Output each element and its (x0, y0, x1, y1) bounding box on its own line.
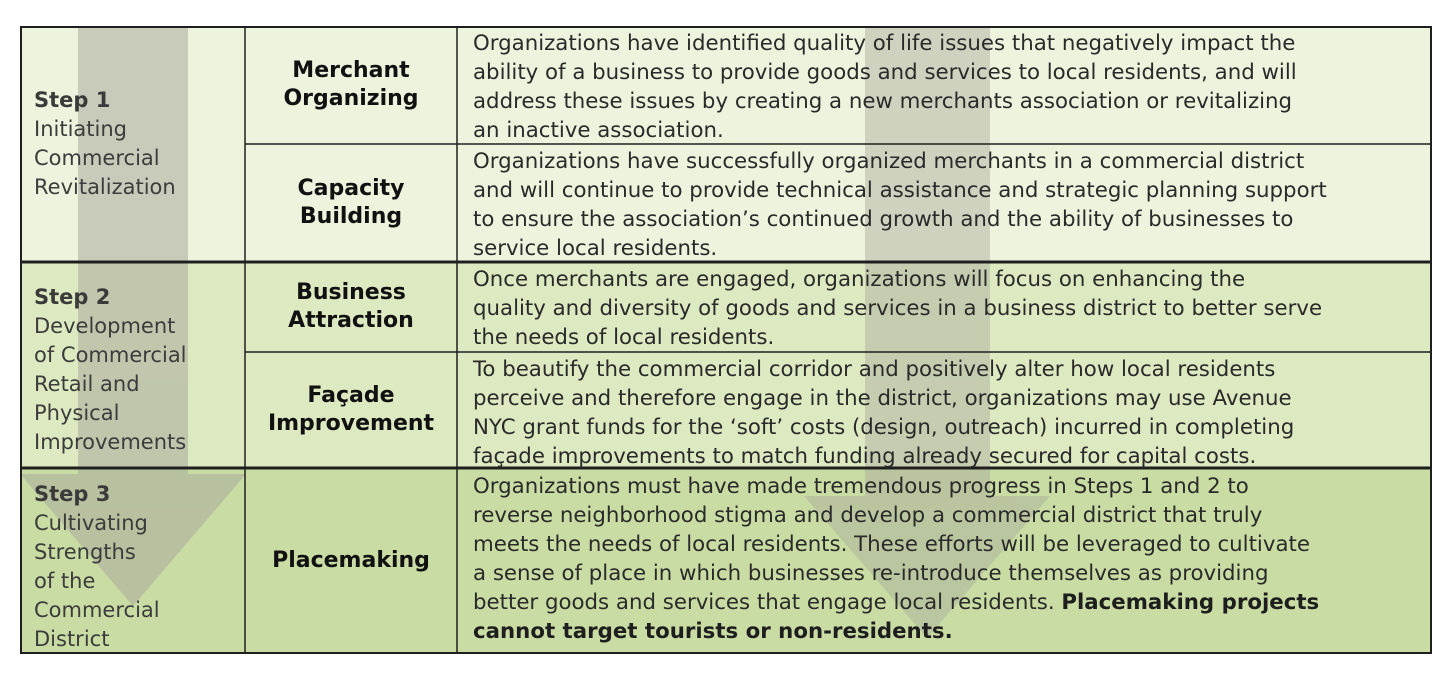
description-line: better goods and services that engage local residents. (473, 590, 1062, 615)
step-2-name-line: Improvements (34, 430, 187, 454)
description-line: a sense of place in which businesses re-introduce themselves as providing (473, 561, 1269, 586)
step-1-name-line: Revitalization (34, 175, 176, 199)
description-business-attraction (457, 262, 1432, 352)
revitalization-steps-table (20, 26, 1432, 654)
description-placemaking (457, 468, 1432, 654)
description-merchant-organizing (457, 26, 1432, 144)
description-line: the needs of local residents. (473, 325, 775, 350)
step-2-cell (20, 262, 245, 468)
stage-label-line: Façade (307, 383, 395, 408)
step-1-cell (20, 26, 245, 262)
step-2-name-line: of Commercial (34, 343, 187, 367)
stage-facade-improvement (245, 352, 457, 468)
stage-placemaking (245, 468, 457, 654)
description-line: quality and diversity of goods and services in a business district to better serve (473, 296, 1323, 321)
stage-label-line: Improvement (267, 411, 435, 436)
description-line: reverse neighborhood stigma and develop a commercial district that truly (473, 503, 1263, 528)
description-line: address these issues by creating a new merchants association or revitalizing (473, 89, 1293, 114)
step-1-label: Step 1 (34, 88, 111, 112)
description-capacity-building (457, 144, 1432, 262)
description-line: to ensure the association’s continued growth and the ability of businesses to (473, 207, 1294, 232)
stage-label-line: Building (299, 204, 403, 229)
stage-capacity-building (245, 144, 457, 262)
step-2-label: Step 2 (34, 285, 111, 309)
description-line: façade improvements to match funding already secured for capital costs. (473, 444, 1257, 469)
description-line: perceive and therefore engage in the district, organizations may use Avenue (473, 386, 1292, 411)
step-2-name-line: Physical (34, 401, 120, 425)
description-line: and will continue to provide technical assistance and strategic planning support (473, 178, 1327, 203)
step-1-name-line: Initiating (34, 117, 127, 141)
stage-label-line: Business (296, 280, 406, 305)
step-3-name-line: District (34, 627, 110, 651)
description-line: service local residents. (473, 236, 718, 261)
step-3-cell (20, 468, 245, 654)
description-line: an inactive association. (473, 118, 724, 143)
step-2-name-line: Retail and (34, 372, 140, 396)
stage-label-line: Attraction (288, 308, 414, 333)
description-line: NYC grant funds for the ‘soft’ costs (design, outreach) incurred in completing (473, 415, 1295, 440)
step-1-name-line: Commercial (34, 146, 160, 170)
description-line: Once merchants are engaged, organizations will focus on enhancing the (473, 267, 1246, 292)
description-line: Organizations have identified quality of life issues that negatively impact the (473, 31, 1296, 56)
description-facade-improvement (457, 352, 1432, 468)
stage-label-line: Placemaking (272, 548, 430, 573)
step-3-name-line: of the (34, 569, 96, 593)
description-line: Organizations must have made tremendous progress in Steps 1 and 2 to (473, 474, 1249, 499)
step-3-name-line: Cultivating (34, 511, 148, 535)
description-line: ability of a business to provide goods and services to local residents, and will (473, 60, 1297, 85)
stage-label-line: Merchant (292, 58, 410, 83)
description-line: Organizations have successfully organized merchants in a commercial district (473, 149, 1305, 174)
step-3-label: Step 3 (34, 482, 111, 506)
step-2-name-line: Development (34, 314, 176, 338)
description-bold-text: Placemaking projects (1061, 590, 1320, 615)
step-3-name-line: Commercial (34, 598, 160, 622)
stage-label-line: Capacity (297, 176, 405, 201)
description-line: To beautify the commercial corridor and positively alter how local residents (473, 357, 1276, 382)
stage-label-line: Organizing (283, 86, 419, 111)
description-bold-text: cannot target tourists or non-residents. (473, 619, 953, 644)
description-line: meets the needs of local residents. These efforts will be leveraged to cultivate (473, 532, 1310, 557)
step-3-name-line: Strengths (34, 540, 136, 564)
stage-merchant-organizing (245, 26, 457, 144)
stage-business-attraction (245, 262, 457, 352)
